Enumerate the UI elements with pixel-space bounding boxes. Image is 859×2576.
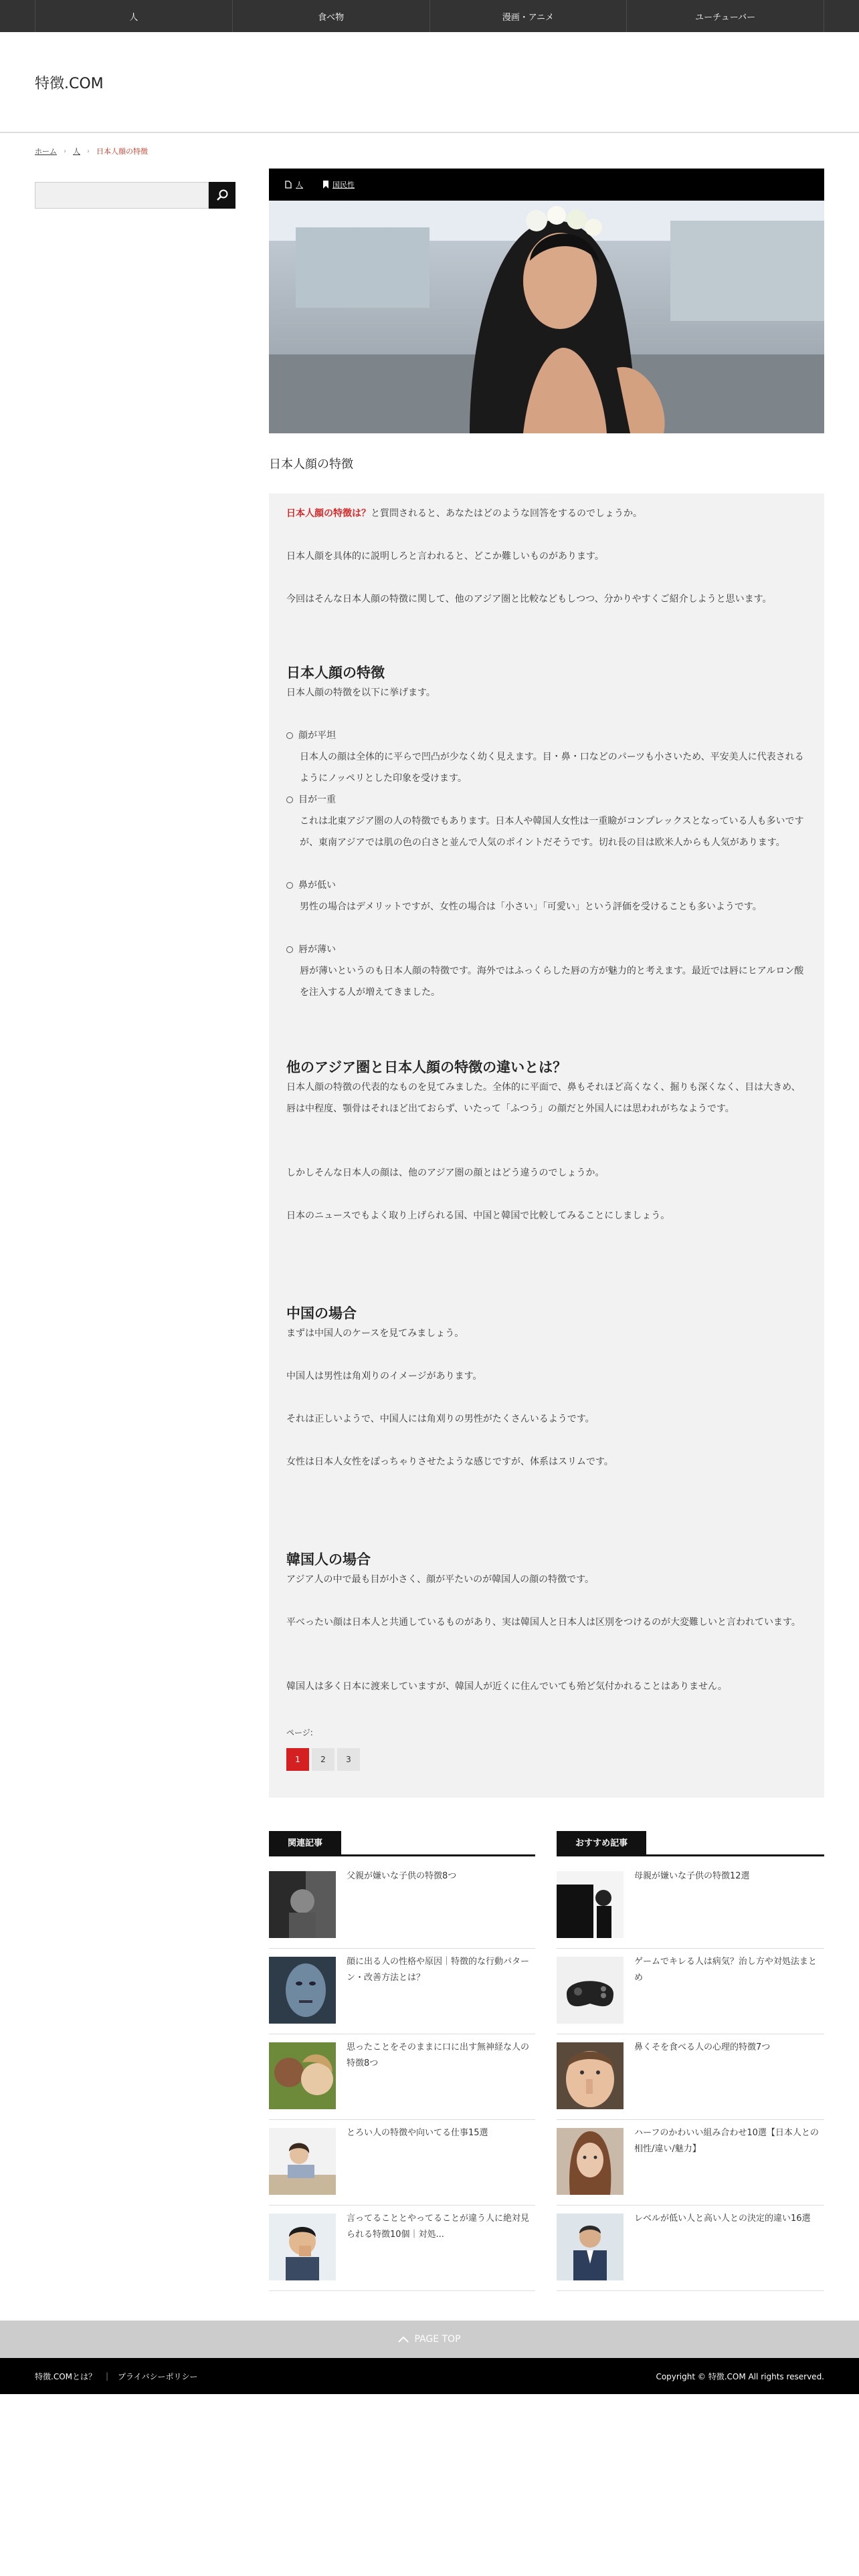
related-title: 父親が嫌いな子供の特徴8つ [347,1871,457,1881]
paragraph: 平べったい顔は日本人と共通しているものがあり、実は韓国人と日本人は区別をつけるのが大変難しいと言われています。 [286,1617,801,1628]
related-title: 顔に出る人の性格や原因｜特徴的な行動パターン・改善方法とは？ [347,1957,530,1983]
nav-item-youtuber[interactable]: ユーチューバー [626,0,824,32]
article-title: 日本人顔の特徴 [269,457,353,471]
section-heading: 韓国人の場合 [286,1551,371,1568]
list-item-title: 唇が薄い [286,939,336,960]
recommended-item[interactable] [557,2120,824,2206]
recommended-title: 鼻くそを食べる人の心理的特徴7つ [634,2042,771,2052]
paragraph: 日本人顔の特徴の代表的なものを見てみました。全体的に平面で、鼻もそれほど高くなく、掘りも深くなく、目は大きめ、唇は中程度、顎骨はそれほど出ておらず、いたって「ふつう」の顔だと外国人には思われがちなようです。 [286,1082,801,1114]
list-item-body: これは北東アジア圏の人の特徴でもあります。日本人や韓国人女性は一重瞼がコンプレックスとなっている人も多いですが、東南アジアでは肌の色の白さと並んで人気のポイントだそうです。切れ長の目は欧米人からも人気があります。 [300,816,804,848]
meta-tag[interactable] [323,179,355,190]
section-heading: 日本人顔の特徴 [286,665,385,681]
related-item[interactable] [269,2206,535,2291]
nav-item-people[interactable]: 人 [35,0,232,32]
intro-paragraph [286,503,808,524]
list-item-body: 唇が薄いというのも日本人顔の特徴です。海外ではふっくらした唇の方が魅力的と考えます。最近では唇にヒアルロン酸を注入する人が増えてきました。 [300,966,804,998]
related-thumbnail [269,2042,336,2109]
list-item-title: 鼻が低い [286,875,336,896]
page-top-label: PAGE TOP [414,2334,461,2345]
bookmark-icon [323,181,328,189]
recommended-thumbnail [557,1957,624,2024]
article-content [269,494,824,1798]
paragraph: 日本人顔の特徴を以下に挙げます。 [286,687,436,698]
footer-privacy-link[interactable]: プライバシーポリシー [118,2371,198,2381]
recommended-thumbnail [557,2214,624,2280]
recommended-heading: おすすめ記事 [557,1831,646,1856]
related-title: 思ったことをそのままに口に出す無神経な人の特徴8つ [347,2042,530,2068]
breadcrumb-home-link[interactable]: ホーム [35,147,57,156]
recommended-title: ゲームでキレる人は病気？治し方や対処法まとめ [634,1957,817,1983]
pagination [286,1748,360,1771]
footer [0,2358,859,2394]
paragraph: アジア人の中で最も目が小さく、顔が平たいのが韓国人の顔の特徴です。 [286,1574,595,1585]
copyright: Copyright © 特徴.COM All rights reserved. [656,2371,824,2381]
footer-about-link[interactable]: 特徴.COMとは？ [35,2371,96,2381]
paragraph: まずは中国人のケースを見てみましょう。 [286,1328,464,1339]
recommended-item[interactable] [557,1949,824,2034]
related-heading: 関連記事 [269,1831,341,1856]
recommended-header [557,1831,824,1856]
related-thumbnail [269,1871,336,1938]
paragraph: 中国人は男性は角刈りのイメージがあります。 [286,1371,482,1382]
page-link-2[interactable]: 2 [312,1748,335,1771]
breadcrumb-separator-icon: › [64,147,66,155]
related-thumbnail [269,2128,336,2195]
recommended-thumbnail [557,1871,624,1938]
site-logo[interactable]: 特徴.COM [35,76,104,92]
meta-tag-label: 国民性 [332,181,355,189]
sidebar-search [35,182,235,209]
meta-category[interactable] [285,179,303,190]
list-item-body: 男性の場合はデメリットですが、女性の場合は「小さい」「可愛い」という評価を受けることも多いようです。 [300,901,762,912]
file-icon [285,181,292,189]
recommended-thumbnail [557,2042,624,2109]
related-item[interactable] [269,1863,535,1949]
meta-category-label: 人 [296,181,303,189]
header-divider [0,132,859,133]
search-icon [215,189,229,202]
breadcrumb-current: 日本人顔の特徴 [96,147,148,156]
recommended-title: レベルが低い人と高い人との決定的違い16選 [634,2214,811,2224]
top-nav-list [35,0,824,32]
breadcrumb [35,146,148,156]
paragraph: 日本のニュースでもよく取り上げられる国、中国と韓国で比較してみることにしましょう。 [286,1210,670,1221]
nav-item-manga-anime[interactable]: 漫画・アニメ [430,0,627,32]
paragraph: 今回はそんな日本人顔の特徴に関して、他のアジア圏と比較などもしつつ、分かりやすくご紹介しようと思います。 [286,594,772,605]
top-navigation [0,0,859,32]
related-thumbnail [269,2214,336,2280]
footer-divider: | [106,2371,109,2381]
section-heading: 中国の場合 [286,1305,357,1321]
section-heading: 他のアジア圏と日本人顔の特徴の違いとは？ [286,1059,567,1075]
page-link-1[interactable]: 1 [286,1748,309,1771]
intro-text: と質問されると、あなたはどのような回答をするのでしょうか。 [371,508,642,519]
breadcrumb-separator-icon: › [87,147,90,155]
recommended-title: 母親が嫌いな子供の特徴12選 [634,1871,750,1881]
intro-highlight: 日本人顔の特徴は？ [286,508,371,519]
pager-label: ページ: [286,1728,313,1737]
related-thumbnail [269,1957,336,2024]
chevron-up-icon [398,2336,409,2343]
paragraph: しかしそんな日本人の顔は、他のアジア圏の顔とはどう違うのでしょうか。 [286,1168,605,1178]
list-item-title: 顔が平坦 [286,725,336,746]
breadcrumb-category-link[interactable]: 人 [73,147,80,156]
hero-image [269,201,824,433]
search-button[interactable] [209,182,235,209]
related-item[interactable] [269,1949,535,2034]
article-meta-bar [269,169,824,201]
paragraph: それは正しいようで、中国人には角刈りの男性がたくさんいるようです。 [286,1414,595,1424]
page-link-3[interactable]: 3 [337,1748,360,1771]
recommended-item[interactable] [557,1863,824,1949]
recommended-item[interactable] [557,2034,824,2120]
list-item-title: 目が一重 [286,789,336,811]
related-title: とろい人の特徴や向いてる仕事15選 [347,2128,488,2138]
paragraph: 女性は日本人女性をぽっちゃりさせたような感じですが、体系はスリムです。 [286,1457,613,1467]
recommended-item[interactable] [557,2206,824,2291]
page-top-button[interactable] [0,2321,859,2358]
related-item[interactable] [269,2034,535,2120]
search-input[interactable] [35,182,209,209]
recommended-title: ハーフのかわいい組み合わせ10選【日本人との相性/違い/魅力】 [634,2128,819,2154]
related-title: 言ってることとやってることが違う人に絶対見られる特徴10個｜対処... [347,2214,530,2240]
paragraph: 日本人顔を具体的に説明しろと言われると、どこか難しいものがあります。 [286,551,604,562]
recommended-thumbnail [557,2128,624,2195]
nav-item-food[interactable]: 食べ物 [232,0,430,32]
paragraph: 韓国人は多く日本に渡来していますが、韓国人が近くに住んでいても殆ど気付かれることはありません。 [286,1681,727,1692]
related-header [269,1831,535,1856]
related-item[interactable] [269,2120,535,2206]
footer-links [35,2358,197,2394]
list-item-body: 日本人の顔は全体的に平らで凹凸が少なく幼く見えます。目・鼻・口などのパーツも小さいため、平安美人に代表されるようにノッペリとした印象を受けます。 [300,752,804,784]
